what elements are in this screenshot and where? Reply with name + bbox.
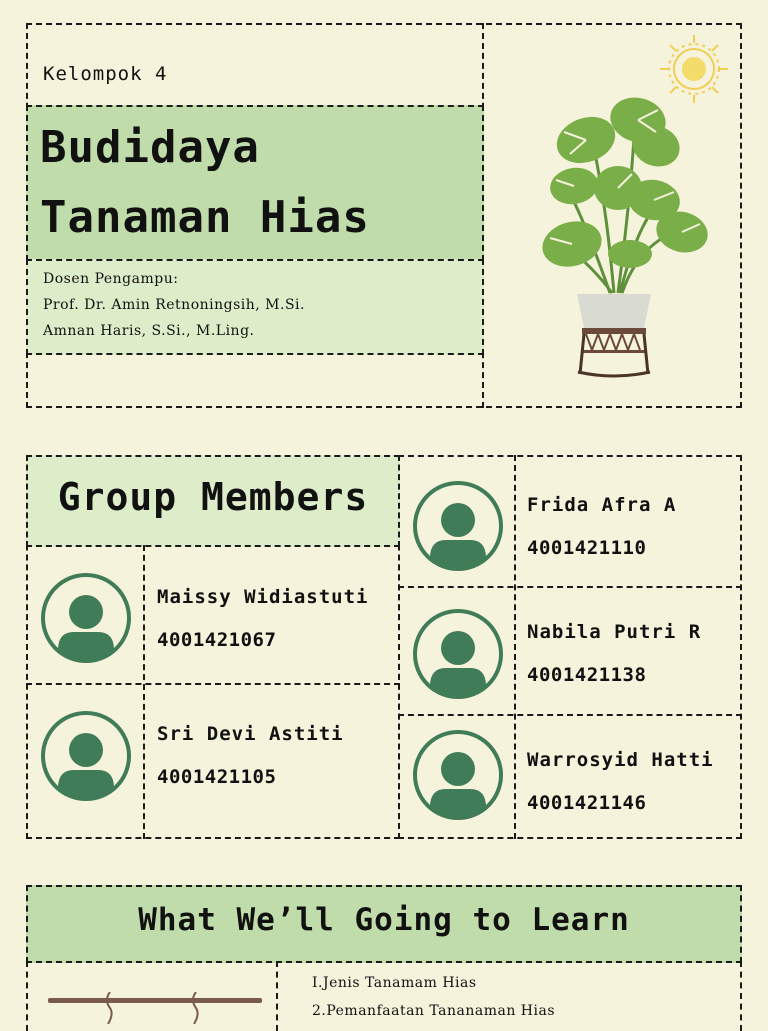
user-avatar-icon [40,710,132,802]
column-divider [514,455,516,839]
member-name: Warrosyid Hatti [527,749,714,771]
member-id: 4001421146 [527,792,647,814]
lecturer-2: Amnan Haris, S.Si., M.Ling. [43,323,255,339]
learn-frame-right [740,961,742,1031]
member-id: 4001421110 [527,537,647,559]
learn-item: I.Jenis Tanamam Hias [312,975,477,991]
page-title-line2: Tanaman Hias [40,192,370,243]
row-divider [26,683,400,685]
group-label: Kelompok 4 [43,63,168,85]
members-heading: Group Members [57,475,369,519]
lecturer-heading: Dosen Pengampu: [43,271,179,287]
lecturer-1: Prof. Dr. Amin Retnoningsih, M.Si. [43,297,305,313]
member-name: Maissy Widiastuti [157,586,369,608]
row-divider [398,586,742,588]
row-divider [398,714,742,716]
hanging-planter-icon [48,992,262,1024]
user-avatar-icon [40,572,132,664]
user-avatar-icon [412,729,504,821]
learn-heading: What We’ll Going to Learn [138,902,630,938]
user-avatar-icon [412,608,504,700]
potted-monstera-icon [534,88,710,380]
user-avatar-icon [412,480,504,572]
member-id: 4001421105 [157,766,277,788]
learn-frame-left [26,961,28,1031]
member-name: Sri Devi Astiti [157,723,344,745]
member-name: Frida Afra A [527,494,677,516]
page-title-line1: Budidaya [40,122,260,173]
learn-column-divider [276,961,278,1031]
member-id: 4001421138 [527,664,647,686]
learn-item: 2.Pemanfaatan Tananaman Hias [312,1003,556,1019]
column-divider [143,545,145,839]
member-id: 4001421067 [157,629,277,651]
member-name: Nabila Putri R [527,621,702,643]
